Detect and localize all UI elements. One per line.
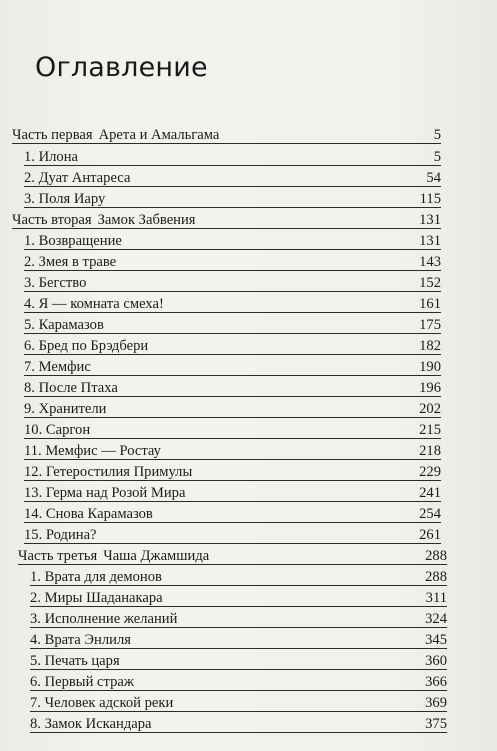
chapter-label: 15. Родина? [24, 527, 97, 543]
entry-page-number: 254 [419, 506, 441, 522]
entry-page-number: 366 [425, 674, 447, 690]
entry-page-number: 161 [419, 296, 441, 312]
entry-title [24, 378, 118, 399]
entry-page-number: 182 [419, 338, 441, 354]
chapter-label: 12. Гетеростилия Примулы [24, 464, 193, 480]
entry-page-number: 54 [426, 170, 441, 186]
toc-chapter-row [24, 399, 441, 420]
toc-chapter-row [30, 588, 447, 609]
entry-page-number: 311 [425, 590, 447, 606]
entry-title [24, 462, 192, 483]
toc-part-row [12, 125, 441, 146]
entry-title [24, 525, 97, 546]
entry-title [24, 483, 185, 504]
toc-chapter-row [24, 483, 441, 504]
entry-page-number: 5 [433, 149, 441, 165]
part-label: Часть третья [18, 548, 98, 564]
chapter-label: 1. Врата для демонов [30, 569, 162, 585]
entry-title [30, 609, 177, 630]
entry-title [24, 336, 148, 357]
part-label: Часть вторая [12, 212, 92, 228]
entry-page-number: 115 [419, 191, 441, 207]
entry-page-number: 143 [419, 254, 441, 270]
chapter-label: 1. Илона [24, 149, 78, 165]
entry-title [24, 147, 78, 168]
row-underline [24, 291, 441, 292]
entry-title [24, 252, 116, 273]
toc-part-row [12, 210, 441, 231]
toc-chapter-row [24, 252, 441, 273]
toc-chapter-row [24, 315, 441, 336]
entry-page-number: 202 [419, 401, 441, 417]
chapter-label: 2. Дуат Антареса [24, 170, 131, 186]
toc-chapter-row [24, 147, 441, 168]
entry-page-number: 345 [425, 632, 447, 648]
toc-chapter-row [24, 441, 441, 462]
toc-chapter-row [24, 420, 441, 441]
chapter-label: 3. Исполнение желаний [30, 611, 178, 627]
chapter-label: 2. Миры Шаданакара [30, 590, 163, 606]
chapter-label: 4. Врата Энлиля [30, 632, 131, 648]
toc-chapter-row [24, 231, 441, 252]
entry-title [12, 125, 219, 146]
part-title: Замок Забвения [97, 212, 196, 228]
chapter-label: 13. Герма над Розой Мира [24, 485, 186, 501]
chapter-label: 1. Возвращение [24, 233, 122, 249]
entry-page-number: 218 [419, 443, 441, 459]
toc-chapter-row [30, 693, 447, 714]
entry-page-number: 375 [425, 716, 447, 732]
entry-title [30, 714, 152, 735]
toc-chapter-row [30, 567, 447, 588]
entry-page-number: 175 [419, 317, 441, 333]
chapter-label: 8. Замок Искандара [30, 716, 152, 732]
entry-page-number: 131 [419, 212, 441, 228]
chapter-label: 14. Снова Карамазов [24, 506, 153, 522]
entry-page-number: 360 [425, 653, 447, 669]
toc-chapter-row [24, 273, 441, 294]
toc-chapter-row [24, 294, 441, 315]
entry-title [24, 168, 130, 189]
entry-page-number: 324 [425, 611, 447, 627]
entry-page-number: 215 [419, 422, 441, 438]
toc-chapter-row [24, 462, 441, 483]
entry-title [24, 273, 86, 294]
entry-title [24, 504, 153, 525]
entry-title [24, 441, 161, 462]
entry-title [24, 231, 122, 252]
entry-title [24, 420, 90, 441]
entry-title [30, 651, 120, 672]
toc-chapter-row [24, 357, 441, 378]
chapter-label: 7. Человек адской реки [30, 695, 174, 711]
chapter-label: 9. Хранители [24, 401, 107, 417]
chapter-label: 4. Я — комната смеха! [24, 296, 164, 312]
entry-page-number: 288 [425, 548, 447, 564]
entry-page-number: 229 [419, 464, 441, 480]
toc-chapter-row [24, 525, 441, 546]
entry-title [30, 630, 131, 651]
chapter-label: 5. Печать царя [30, 653, 120, 669]
chapter-label: 6. Первый страж [30, 674, 134, 690]
chapter-label: 7. Мемфис [24, 359, 91, 375]
entry-title [24, 315, 104, 336]
entry-page-number: 152 [419, 275, 441, 291]
toc-chapter-row [30, 609, 447, 630]
entry-page-number: 288 [425, 569, 447, 585]
toc-chapter-row [30, 651, 447, 672]
entry-page-number: 5 [433, 127, 441, 143]
entry-page-number: 369 [425, 695, 447, 711]
toc-chapter-row [30, 714, 447, 735]
entry-title [30, 672, 134, 693]
entry-title [30, 693, 173, 714]
entry-title [24, 189, 105, 210]
toc-part-row [18, 546, 447, 567]
toc-chapter-row [24, 504, 441, 525]
entry-title [24, 357, 91, 378]
entry-page-number: 131 [419, 233, 441, 249]
toc-chapter-row [24, 168, 441, 189]
toc-chapter-row [30, 630, 447, 651]
chapter-label: 3. Бегство [24, 275, 87, 291]
chapter-label: 5. Карамазов [24, 317, 104, 333]
toc-chapter-row [30, 672, 447, 693]
page-title: Оглавление [35, 52, 208, 83]
entry-title [24, 294, 164, 315]
toc-chapter-row [24, 336, 441, 357]
part-title: Чаша Джамшида [103, 548, 210, 564]
row-underline [24, 165, 441, 166]
entry-title [30, 567, 162, 588]
entry-title [24, 399, 106, 420]
toc-chapter-row [24, 378, 441, 399]
toc-chapter-row [24, 189, 441, 210]
chapter-label: 2. Змея в траве [24, 254, 117, 270]
entry-page-number: 190 [419, 359, 441, 375]
chapter-label: 11. Мемфис — Ростау [24, 443, 161, 459]
entry-page-number: 241 [419, 485, 441, 501]
entry-title [12, 210, 196, 231]
entry-page-number: 261 [419, 527, 441, 543]
part-title: Арета и Амальгама [98, 127, 220, 143]
entry-page-number: 196 [419, 380, 441, 396]
chapter-label: 10. Саргон [24, 422, 91, 438]
entry-title [18, 546, 209, 567]
part-label: Часть первая [12, 127, 93, 143]
chapter-label: 3. Поля Иару [24, 191, 106, 207]
chapter-label: 8. После Птаха [24, 380, 118, 396]
entry-title [30, 588, 163, 609]
chapter-label: 6. Бред по Брэдбери [24, 338, 149, 354]
